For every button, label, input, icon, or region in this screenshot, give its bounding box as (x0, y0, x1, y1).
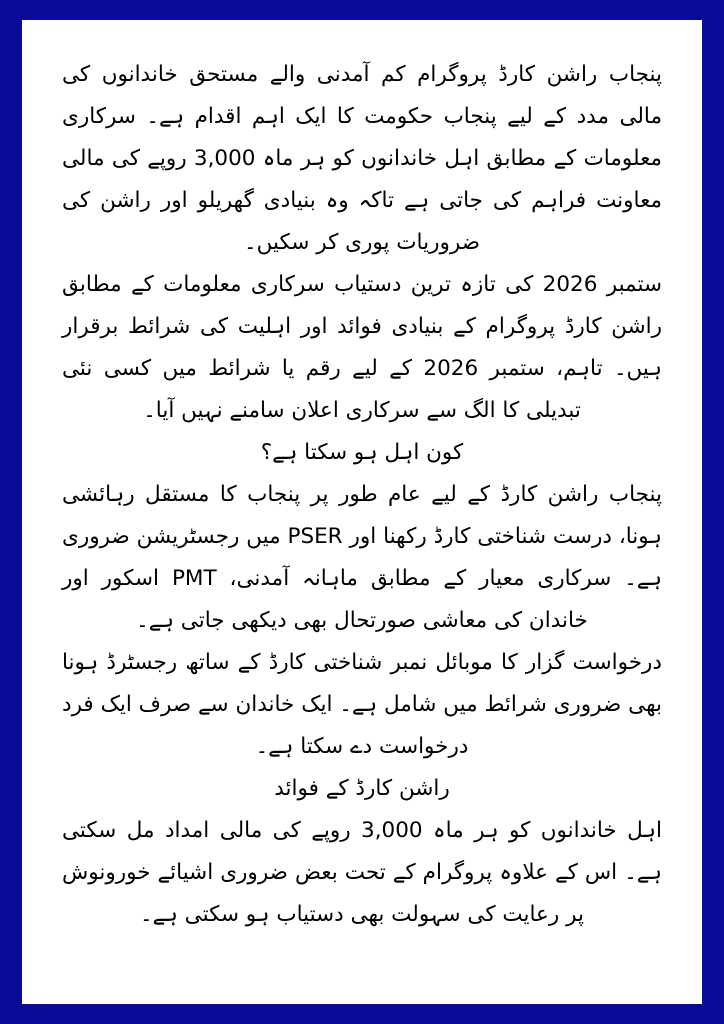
application-paragraph: درخواست گزار کا موبائل نمبر شناختی کارڈ کے ساتھ رجسٹرڈ ہونا بھی ضروری شرائط میں شامل ہے۔ ایک خاندان سے صرف ایک فرد درخواست دے سکتا ہے۔ (62, 650, 662, 759)
article-page (22, 20, 702, 1004)
eligibility-paragraph: پنجاب راشن کارڈ کے لیے عام طور پر پنجاب کا مستقل رہائشی ہونا، درست شناختی کارڈ رکھنا اور PSER میں رجسٹریشن ضروری ہے۔ سرکاری معیار کے مطابق ماہانہ آمدنی، PMT اسکور اور خاندان کی معاشی صورتحال بھی دیکھی جاتی ہے۔ (62, 482, 663, 633)
benefits-heading: راشن کارڈ کے فوائد (274, 776, 450, 801)
eligibility-heading: کون اہل ہو سکتا ہے؟ (260, 440, 464, 465)
article-body (62, 54, 662, 936)
benefits-paragraph: اہل خاندانوں کو ہر ماہ 3,000 روپے کی مالی امداد مل سکتی ہے۔ اس کے علاوہ پروگرام کے تحت بعض ضروری اشیائے خورونوش پر رعایت کی سہولت بھی دستیاب ہو سکتی ہے۔ (62, 818, 662, 927)
intro-paragraph: پنجاب راشن کارڈ پروگرام کم آمدنی والے مستحق خاندانوں کی مالی مدد کے لیے پنجاب حکومت کا ایک اہم اقدام ہے۔ سرکاری معلومات کے مطابق اہل خاندانوں کو ہر ماہ 3,000 روپے کی مالی معاونت فراہم کی جاتی ہے تاکہ وہ بنیادی گھریلو اور راشن کی ضروریات پوری کر سکیں۔ (62, 62, 662, 255)
update-paragraph: ستمبر 2026 کی تازہ ترین دستیاب سرکاری معلومات کے مطابق راشن کارڈ پروگرام کے بنیادی فوائد اور اہلیت کی شرائط برقرار ہیں۔ تاہم، ستمبر 2026 کے لیے رقم یا شرائط میں کسی نئی تبدیلی کا الگ سے سرکاری اعلان سامنے نہیں آیا۔ (62, 272, 662, 423)
